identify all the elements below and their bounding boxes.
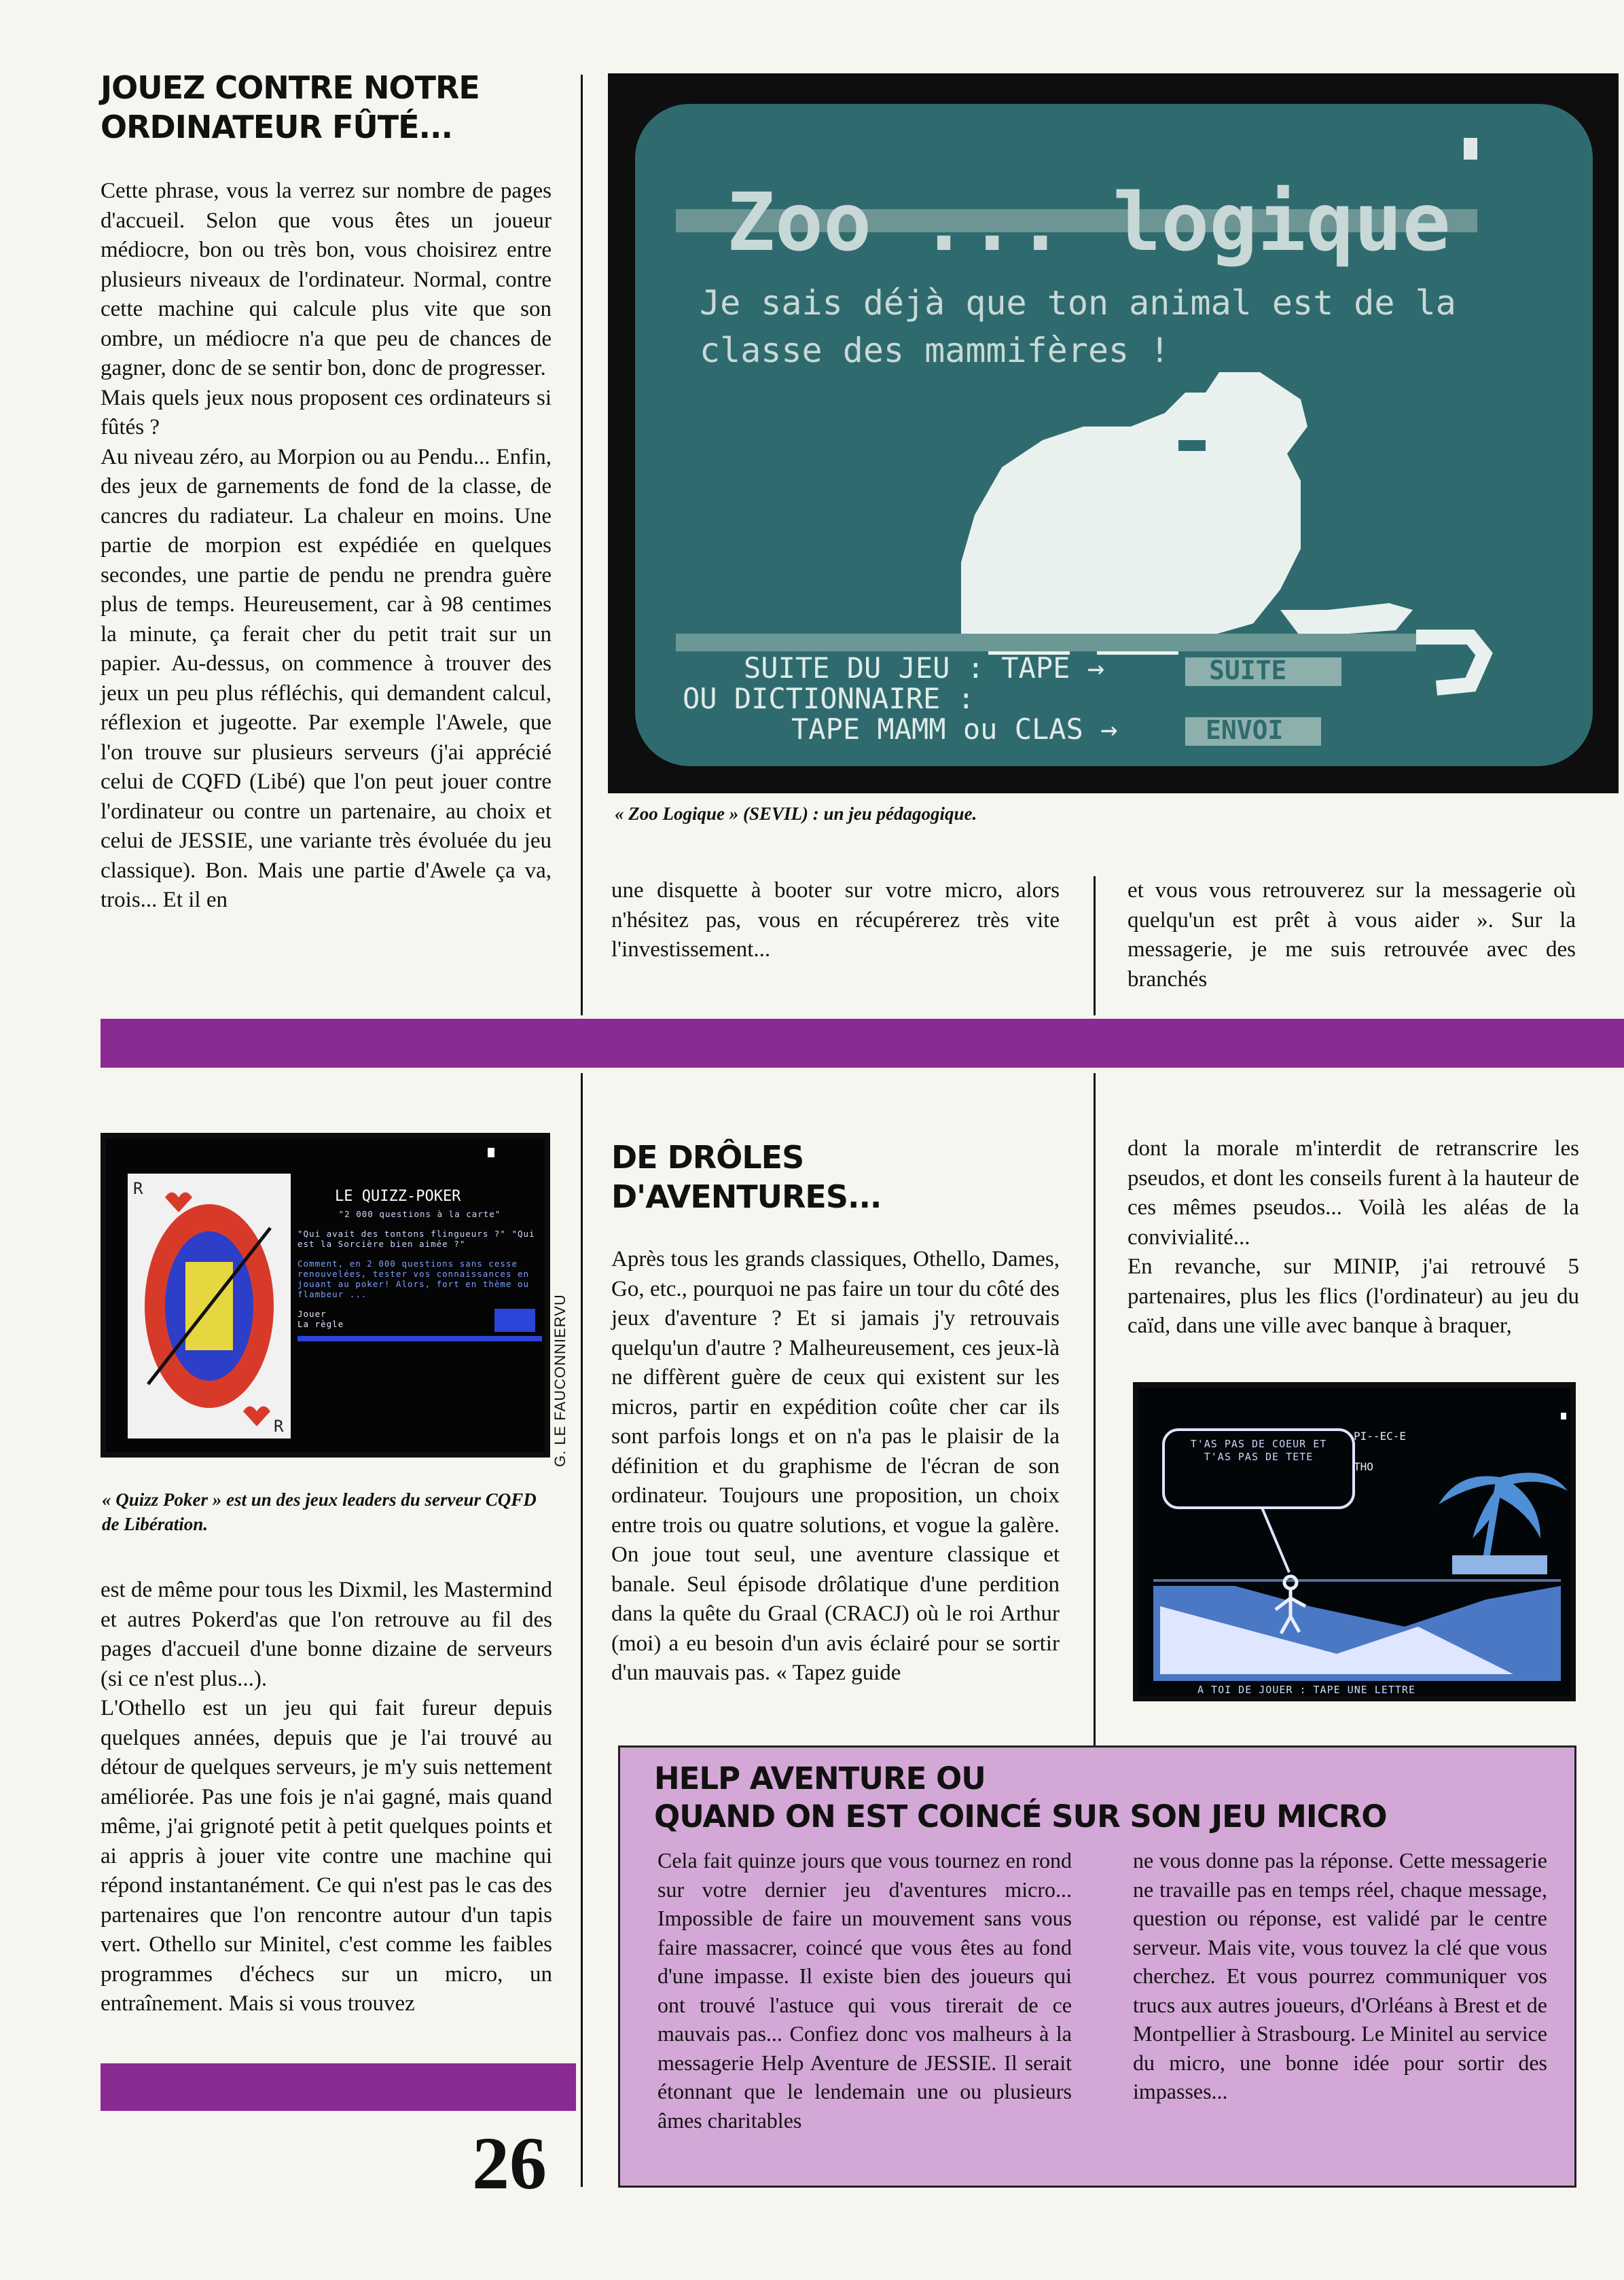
heading-jouez: [101, 68, 552, 147]
ground-bar: [676, 634, 1416, 651]
cursor-block: [1464, 138, 1477, 160]
cursor-block: [488, 1148, 494, 1157]
poker-display: [101, 1133, 550, 1458]
zoo-title: Zoo ... logique: [727, 175, 1451, 269]
column-rule: [581, 75, 583, 1015]
rat-eye: [1178, 440, 1206, 451]
poker-title: LE QUIZZ-POKER: [335, 1188, 461, 1205]
poker-description: Comment, en 2 000 questions sans cesse renouvelées, tester vos connaissances en jouant au poker! Alors, fort en thème ou flambeur ...: [297, 1259, 530, 1299]
quizz-poker-screenshot: [101, 1133, 550, 1458]
menu-line-2: OU DICTIONNAIRE :: [683, 682, 975, 715]
heading-line: ORDINATEUR FÛTÉ...: [101, 109, 452, 145]
menu-line-1: SUITE DU JEU : TAPE →: [744, 651, 1105, 685]
poker-text-area: [297, 1209, 542, 1453]
zoo-logique-screenshot: [608, 73, 1619, 793]
heading-line: D'AVENTURES...: [611, 1178, 882, 1215]
paragraph: Au niveau zéro, au Morpion ou au Pendu... Enfin, des jeux de garnements de fond de la classe, de cancres du radiateur. La chaleur en moins. Une partie de morpion est expédiée en quelques secondes, une partie de pendu ne prendra guère plus de temps. Heureusement, car à 98 centimes la minute, ça ferait cher du petit trait sur un papier. Au-dessus, on commence à trouver des jeux un peu plus réfléchis, qui demandent calcul, réflexion et jugeotte. Par exemple l'Awele, que l'on trouve sur plusieurs serveurs (j'ai apprécié celui de CQFD (Libé) que l'on peut jouer contre l'ordinateur ou contre un partenaire, au choix et celui de JESSIE, une variante très évoluée du jeu classique). Bon. Mais une partie d'Awele ça va, trois... Et il en: [101, 444, 552, 912]
paragraph: Mais quels jeux nous proposent ces ordinateurs si fûtés ?: [101, 385, 552, 439]
page-number: 26: [472, 2122, 547, 2205]
column-3-top-text: et vous vous retrouverez sur la messagerie où quelqu'un est prêt à vous aider ». Sur la messagerie, je me suis retrouvée avec des branchés: [1127, 878, 1576, 992]
bubble-text: T'AS PAS DE COEUR ET T'AS PAS DE TETE: [1190, 1438, 1327, 1463]
envoi-key-label: ENVOI: [1206, 715, 1284, 745]
column-rule: [581, 2139, 583, 2187]
bubble-text-area: [1174, 1438, 1343, 1502]
hangman-word: PI--EC-E: [1354, 1430, 1407, 1443]
card-corner-r: R: [133, 1179, 143, 1198]
zoo-line-2: classe des mammifères !: [700, 331, 1170, 370]
poker-bottom-bar: [297, 1336, 542, 1341]
suite-key-label: SUITE: [1209, 655, 1287, 685]
section-divider-band: [101, 1019, 1624, 1068]
column-rule: [1094, 1073, 1096, 1745]
column-rule: [1094, 876, 1096, 1015]
poker-jouer-option: Jouer: [297, 1309, 327, 1319]
paragraph: dont la morale m'interdit de retranscrire les pseudos, et dont les conseils furent à la hauteur de ces mêmes pseudos... Voilà les aléas de la convivialité...: [1127, 1136, 1579, 1250]
tried-letters: THO: [1354, 1460, 1373, 1473]
horizon-line: [1153, 1579, 1561, 1582]
column-2-top-text: une disquette à booter sur votre micro, alors n'hésitez pas, vous en récupérerez très vite l'investissement...: [611, 878, 1060, 962]
help-text-right: ne vous donne pas la réponse. Cette messagerie ne travaille pas en temps réel, chaque message, question ou réponse, est validé par le centre serveur. Mais vite, vous touvez la clé que vous cherchez. Et vous pourrez communiquer vos trucs aux autres joueurs, d'Orléans à Brest et de Montpellier à Strasbourg. Le Minitel au service du micro, une bonne idée pour sortir des impasses...: [1133, 1848, 1547, 2103]
poker-key-box: [494, 1309, 535, 1332]
prompt-line: A TOI DE JOUER : TAPE UNE LETTRE: [1197, 1684, 1415, 1696]
help-text-left: Cela fait quinze jours que vous tournez en rond sur votre dernier jeu d'aventures micro... Impossible de faire un mouvement sans vous faire massacrer, coincé que vous êtes au fond d'une impasse. Il existe bien des joueurs qui ont trouvé l'astuce qui vous tirerait de ce mauvais pas... Confiez donc vos malheurs à la messagerie Help Aventure de JESSIE. Il serait étonnant que le lendemain une ou plusieurs âmes charitables: [657, 1848, 1072, 2133]
menu-line-3: TAPE MAMM ou CLAS →: [791, 712, 1118, 746]
paragraph: L'Othello est un jeu qui fait fureur depuis quelques années, depuis que je l'ai trouvé au détour de quelques serveurs, je m'y suis nettement améliorée. Pas une fois je n'ai gagné, mais quand même, j'ai grignoté petit à petit quelques points et ai appris à jouer vite contre une machine qui répond instantanément. Ce qui n'est pas le cas des partenaires que l'on rencontre autour d'un tapis vert. Othello sur Minitel, c'est comme les faibles programmes d'échecs sur un micro, un entraînement. Mais si vous trouvez: [101, 1696, 552, 2016]
section-divider-band: [101, 2063, 576, 2111]
poker-regle-option: La règle: [297, 1319, 344, 1329]
column-rule: [581, 1073, 583, 2187]
zoo-line-1: Je sais déjà que ton animal est de la: [700, 283, 1456, 323]
heading-line: QUAND ON EST COINCÉ SUR SON JEU MICRO: [654, 1798, 1387, 1834]
island-display: [1133, 1382, 1576, 1701]
column-1-bottom-text: [101, 1576, 552, 2019]
cursor-block: [1561, 1413, 1566, 1419]
photo-credit: G. LE FAUCONNIERVU: [552, 1294, 569, 1467]
column-3-bottom-text: [1127, 1134, 1579, 1341]
heading-line: HELP AVENTURE OU: [654, 1760, 986, 1796]
adventure-game-screenshot: [1133, 1382, 1576, 1701]
heading-droles: [611, 1138, 1060, 1216]
heading-line: DE DRÔLES: [611, 1139, 804, 1176]
paragraph: En revanche, sur MINIP, j'ai retrouvé 5 partenaires, plus les flics (l'ordinateur) au jeu du caïd, dans une ville avec banque à braquer,: [1127, 1254, 1579, 1338]
help-aventure-box: [618, 1745, 1576, 2188]
article-text: Après tous les grands classiques, Othello, Dames, Go, etc., pourquoi ne pas faire un tour du côté des jeux d'aventure ? Et si jamais j'y retrouvais quelqu'un d'autre ? Malheureusement, ces jeux-là ne diffèrent guère de ceux qui existent sur les micros, partir en expédition coûte cher car ils sont parfois longs et on n'a pas le plaisir de la définition et du graphisme de l'écran de son ordinateur. Toujours une proposition, un choix entre trois ou quatre solutions, et vogue la galère. On joue tout seul, une aventure classique et banale. Seul épisode drôlatique d'une perdition dans la quête du Graal (CRACJ) où le roi Arthur (moi) a eu besoin d'un avis éclairé pour se sortir d'un mauvais pas. « Tapez guide: [611, 1247, 1060, 1685]
paragraph: Cette phrase, vous la verrez sur nombre de pages d'accueil. Selon que vous êtes un joueur médiocre, bon ou très bon, vous choisirez entre plusieurs niveaux de l'ordinateur. Normal, contre cette machine qui calcule plus vite que son ombre, un médiocre n'a que peu de chances de gagner, donc de se sentir bon, donc de progresser.: [101, 179, 552, 380]
poker-subtitle: "2 000 questions à la carte": [338, 1209, 501, 1219]
column-1-top: [101, 68, 552, 916]
card-corner-r: R: [274, 1417, 284, 1436]
help-heading: [654, 1760, 1574, 1836]
crt-display: [608, 73, 1619, 793]
poker-caption: « Quizz Poker » est un des jeux leaders du serveur CQFD de Libération.: [102, 1489, 537, 1534]
article-text: [101, 177, 552, 916]
column-2-bottom: [611, 1138, 1060, 1688]
paragraph: est de même pour tous les Dixmil, les Mastermind et autres Pokerd'as que l'on retrouve au fil des pages d'accueil d'une bonne dizaine de serveurs (si ce n'est plus...).: [101, 1578, 552, 1691]
zoo-caption: « Zoo Logique » (SEVIL) : un jeu pédagogique.: [615, 803, 977, 824]
poker-questions: "Qui avait des tontons flingueurs ?" "Qui est la Sorcière bien aimée ?": [297, 1229, 535, 1249]
heading-line: JOUEZ CONTRE NOTRE: [101, 69, 480, 106]
